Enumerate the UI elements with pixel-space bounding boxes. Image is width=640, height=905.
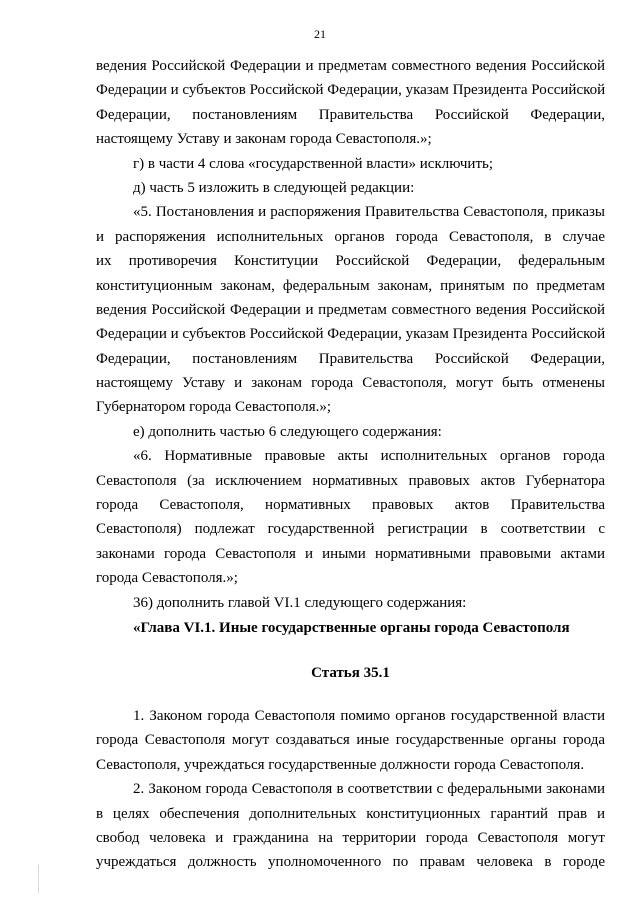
text-line: Севастополя, учреждаться государственные должности города Севастополя. bbox=[96, 756, 585, 773]
text-line: города Севастополя.»; bbox=[96, 570, 238, 587]
scan-edge-mark bbox=[38, 865, 39, 893]
text-line: ведения Российской Федерации и предметам совместного ведения Российской bbox=[96, 301, 605, 318]
text-line: свобод человека и гражданина на территории города Севастополя могут bbox=[96, 829, 605, 846]
text-line: города Севастополя, нормативных правовых актов Правительства bbox=[96, 497, 605, 514]
text-line: их противоречия Конституции Российской Федерации, федеральным bbox=[96, 253, 605, 270]
text-line: г) в части 4 слова «государственной власти» исключить; bbox=[133, 155, 494, 172]
text-line: 36) дополнить главой VI.1 следующего содержания: bbox=[133, 594, 467, 611]
page-number: 21 bbox=[314, 27, 326, 41]
document-body bbox=[96, 54, 605, 875]
text-line: города Севастополя могут создаваться иные государственные органы города bbox=[96, 732, 605, 749]
text-line: настоящему Уставу и законам города Севастополя.»; bbox=[96, 131, 432, 148]
text-line: Федерации и субъектов Российской Федерации, указам Президента Российской bbox=[96, 82, 605, 99]
text-line: Федерации и субъектов Российской Федерации, указам Президента Российской bbox=[96, 326, 605, 343]
text-line: законами города Севастополя и иными нормативными правовыми актами bbox=[96, 545, 605, 562]
text-line: «5. Постановления и распоряжения Правительства Севастополя, приказы bbox=[133, 204, 605, 221]
chapter-heading: «Глава VI.1. Иные государственные органы города Севастополя bbox=[133, 619, 570, 636]
text-line: ведения Российской Федерации и предметам совместного ведения Российской bbox=[96, 58, 605, 74]
text-line: и распоряжения исполнительных органов города Севастополя, в случае bbox=[96, 228, 605, 245]
text-line: настоящему Уставу и законам города Севастополя, могут быть отменены bbox=[96, 375, 605, 392]
text-line: Губернатором города Севастополя.»; bbox=[96, 399, 332, 416]
text-line: 2. Законом города Севастополя в соответствии с федеральными законами bbox=[133, 781, 605, 798]
text-line: «6. Нормативные правовые акты исполнительных органов города bbox=[133, 448, 605, 465]
text-line: 1. Законом города Севастополя помимо органов государственной власти bbox=[133, 707, 605, 724]
article-heading: Статья 35.1 bbox=[311, 664, 390, 681]
text-line: учреждаться должность уполномоченного по правам человека в городе bbox=[96, 854, 605, 871]
text-line: е) дополнить частью 6 следующего содержания: bbox=[133, 423, 442, 440]
text-line: Севастополя (за исключением нормативных правовых актов Губернатора bbox=[96, 472, 605, 489]
text-line: Севастополя) подлежат государственной регистрации в соответствии с bbox=[96, 521, 605, 538]
text-line: Федерации, постановлениям Правительства Российской Федерации, bbox=[96, 106, 605, 123]
text-line: конституционным законам, федеральным законам, принятым по предметам bbox=[96, 277, 605, 294]
text-line: в целях обеспечения дополнительных конституционных гарантий прав и bbox=[96, 805, 605, 822]
text-line: Федерации, постановлениям Правительства Российской Федерации, bbox=[96, 350, 605, 367]
text-line: д) часть 5 изложить в следующей редакции: bbox=[133, 179, 415, 196]
